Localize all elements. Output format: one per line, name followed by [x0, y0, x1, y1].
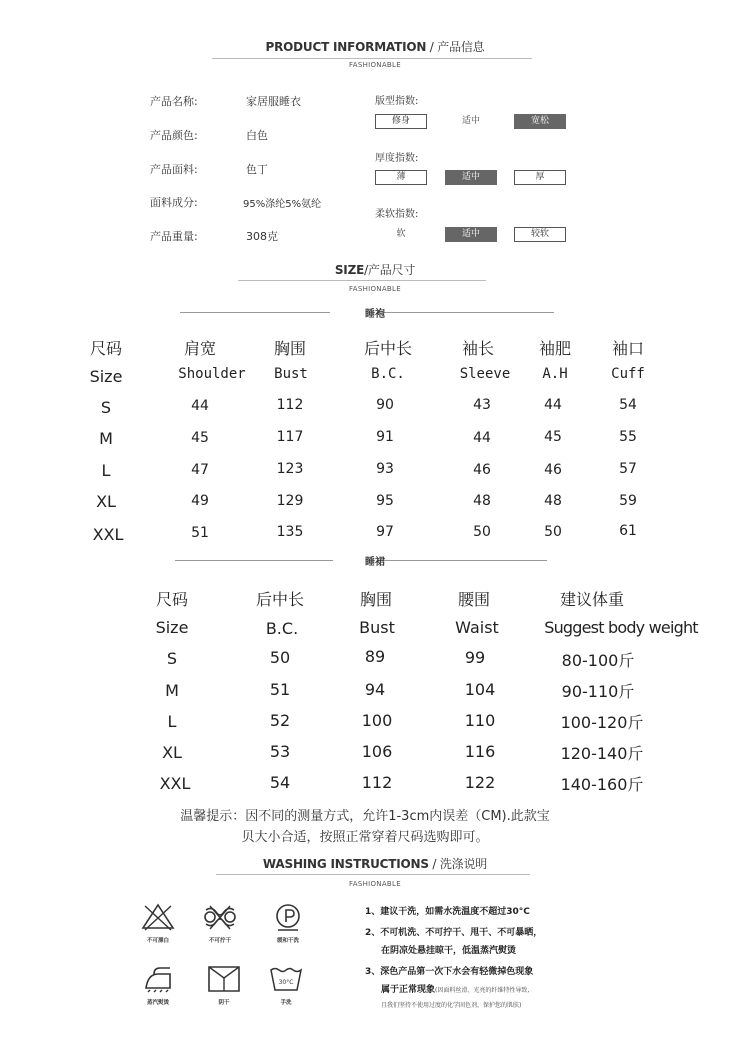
washing-subtitle: FASHIONABLE: [349, 880, 401, 888]
table-cell: 59: [619, 493, 637, 509]
table-row: L: [101, 461, 111, 480]
table-cell: 100: [361, 711, 393, 730]
table-cell: 50: [473, 524, 491, 540]
washing-title-cn: 洗涤说明: [439, 857, 488, 871]
no-bleach-icon: [140, 902, 176, 932]
skirt-header-en: Suggest body weight: [544, 618, 698, 637]
table-cell: 104: [464, 680, 496, 699]
thickness-option-medium: 适中: [445, 170, 497, 185]
table-cell: 57: [619, 461, 637, 477]
hand-wash-icon: [268, 964, 304, 994]
table-row: XXL: [159, 774, 191, 793]
table-row: S: [100, 398, 112, 417]
table-cell: 112: [276, 397, 304, 413]
hang-dry-icon: [206, 964, 242, 994]
field-label: 产品重量:: [150, 230, 198, 243]
skirt-section-title: 睡裙: [365, 557, 385, 568]
table-cell: 80-100斤: [561, 651, 635, 670]
table-cell: 55: [619, 429, 637, 445]
wash-instruction-3b: 属于正常现象(因面料丝滑、光亮的纤维特性导致,: [381, 985, 530, 995]
product-title-en: PRODUCT INFORMATION: [265, 40, 427, 54]
table-cell: 120-140斤: [560, 744, 644, 763]
thickness-index-label: 厚度指数:: [375, 153, 419, 164]
field-value: 白色: [246, 129, 268, 142]
table-cell: 116: [464, 742, 496, 761]
skirt-header-cn: 胸围: [359, 590, 392, 609]
field-value: 95%涤纶5%氨纶: [243, 199, 322, 210]
field-value: 308克: [246, 230, 278, 243]
table-row: XXL: [92, 525, 124, 544]
product-info-header: PRODUCT INFORMATION / 产品信息 FASHIONABLE: [0, 38, 750, 69]
table-cell: 51: [191, 525, 209, 541]
table-cell: 90-110斤: [561, 682, 635, 701]
robe-header-en: Shoulder: [178, 366, 246, 382]
robe-header-cn: 肩宽: [183, 339, 216, 358]
no-wring-caption: 不可拧干: [208, 938, 231, 944]
robe-header-en: Bust: [274, 366, 308, 382]
table-cell: 48: [473, 493, 491, 509]
field-label: 产品面料:: [150, 163, 198, 176]
size-header: [0, 261, 750, 293]
table-cell: 53: [269, 742, 291, 761]
hand-wash-temp: 30°C: [278, 979, 294, 986]
gentle-dryclean-icon: [270, 902, 306, 932]
table-cell: 54: [619, 397, 637, 413]
wash-instruction-2: 2、不可机洗、不可拧干、甩干、不可暴晒，: [365, 928, 543, 938]
hang-dry-caption: 阴干: [218, 1000, 230, 1006]
robe-header-cn: 后中长: [363, 339, 412, 358]
measurement-note-line2: 贝大小合适，按照正常穿着尺码选购即可。: [241, 830, 489, 845]
table-row: S: [166, 649, 178, 668]
skirt-header-cn: 建议体重: [559, 590, 624, 609]
wash-instruction-3c: 且我们坚持不使用过度的化学固色剂，保护您的肌肤): [381, 1002, 522, 1009]
robe-header-cn: 尺码: [89, 339, 122, 358]
wash-instruction-2b: 在阴凉处悬挂晾干，低温蒸汽熨烫: [381, 946, 517, 956]
table-cell: 44: [544, 397, 562, 413]
field-value: 色丁: [246, 163, 268, 176]
robe-header-cn: 胸围: [273, 339, 306, 358]
field-value: 家居服睡衣: [246, 95, 301, 108]
field-label: 产品名称:: [150, 95, 198, 108]
robe-header-cn: 袖肥: [538, 339, 571, 358]
no-wring-icon: [202, 902, 238, 932]
table-cell: 45: [191, 430, 209, 446]
table-cell: 110: [464, 711, 496, 730]
steam-iron-icon: [140, 964, 176, 994]
no-bleach-caption: 不可漂白: [146, 938, 169, 944]
table-cell: 94: [364, 680, 386, 699]
skirt-header-cn: 后中长: [255, 590, 304, 609]
table-cell: 49: [191, 493, 209, 509]
table-cell: 43: [473, 397, 491, 413]
table-row: M: [99, 429, 113, 448]
washing-header: WASHING INSTRUCTIONS / 洗涤说明 FASHIONABLE: [0, 855, 750, 888]
wash-instruction-3: 3、深色产品第一次下水会有轻微掉色现象: [365, 967, 534, 977]
table-cell: 140-160斤: [560, 775, 644, 794]
table-cell: 90: [376, 397, 394, 413]
skirt-header-cn: 尺码: [155, 590, 188, 609]
softness-option-softer: 较软: [514, 227, 566, 242]
table-cell: 47: [191, 462, 209, 478]
table-cell: 99: [464, 648, 486, 667]
wash-instruction-1: 1、建议干洗，如需水洗温度不超过30°C: [365, 907, 530, 917]
size-title-cn: /产品尺寸: [364, 263, 416, 277]
table-cell: 46: [544, 462, 562, 478]
table-cell: 50: [544, 524, 562, 540]
table-cell: 112: [361, 773, 393, 792]
robe-header-en: Cuff: [611, 366, 645, 382]
table-cell: 61: [619, 523, 637, 539]
fit-option-slim: 修身: [375, 114, 427, 129]
table-cell: 129: [276, 493, 304, 509]
table-cell: 93: [376, 461, 394, 477]
table-cell: 122: [464, 773, 496, 792]
robe-header-en: B.C.: [371, 366, 405, 382]
skirt-header-cn: 腰围: [457, 590, 490, 609]
softness-option-soft: 软: [396, 229, 406, 239]
product-subtitle: FASHIONABLE: [349, 61, 401, 69]
table-cell: 51: [269, 680, 291, 699]
fit-index-label: 版型指数:: [375, 96, 419, 107]
gentle-dryclean-caption: 缓和干洗: [276, 938, 299, 944]
thickness-option-thick: 厚: [514, 170, 566, 185]
measurement-note-line1: 温馨提示：因不同的测量方式，允许1-3cm内误差（CM).此款宝: [180, 809, 550, 824]
table-cell: 44: [191, 398, 209, 414]
robe-header-en: Size: [89, 367, 123, 386]
skirt-header-en: Size: [155, 618, 189, 637]
skirt-header-en: Waist: [455, 618, 499, 637]
steam-iron-caption: 蒸汽熨烫: [146, 1000, 169, 1006]
table-cell: 52: [269, 711, 291, 730]
robe-header-cn: 袖口: [611, 339, 644, 358]
table-cell: 91: [376, 429, 394, 445]
robe-section-title: 睡袍: [365, 309, 385, 320]
table-cell: 45: [544, 429, 562, 445]
table-cell: 89: [364, 647, 386, 666]
skirt-header-en: B.C.: [265, 619, 299, 638]
table-cell: 44: [473, 430, 491, 446]
table-cell: 48: [544, 493, 562, 509]
table-cell: 95: [376, 493, 394, 509]
table-row: XL: [162, 743, 182, 762]
robe-header-en: A.H: [542, 366, 568, 382]
fit-option-loose: 宽松: [514, 114, 566, 129]
table-cell: 100-120斤: [560, 713, 644, 732]
washing-title-en: WASHING INSTRUCTIONS: [262, 857, 429, 871]
table-row: XL: [96, 492, 116, 511]
table-cell: 50: [269, 648, 291, 667]
product-title-cn: 产品信息: [437, 40, 485, 54]
robe-header-en: Sleeve: [459, 366, 511, 382]
softness-index-label: 柔软指数:: [375, 209, 419, 220]
table-row: L: [167, 712, 177, 731]
hand-wash-caption: 手洗: [280, 1000, 292, 1006]
robe-header-cn: 袖长: [461, 339, 494, 358]
table-cell: 97: [376, 524, 394, 540]
table-cell: 54: [269, 773, 291, 792]
fit-option-regular: 适中: [461, 116, 480, 126]
table-cell: 135: [276, 524, 304, 540]
thickness-option-thin: 薄: [375, 170, 427, 185]
skirt-header-en: Bust: [359, 618, 395, 637]
table-cell: 106: [361, 742, 393, 761]
size-title-en: SIZE: [334, 263, 365, 277]
field-label: 产品颜色:: [150, 129, 198, 142]
table-row: M: [165, 681, 179, 700]
table-cell: 117: [276, 429, 304, 445]
field-label: 面料成分:: [150, 196, 198, 209]
size-subtitle: FASHIONABLE: [349, 285, 401, 293]
softness-option-medium: 适中: [445, 227, 497, 242]
table-cell: 123: [276, 461, 304, 477]
table-cell: 46: [473, 462, 491, 478]
